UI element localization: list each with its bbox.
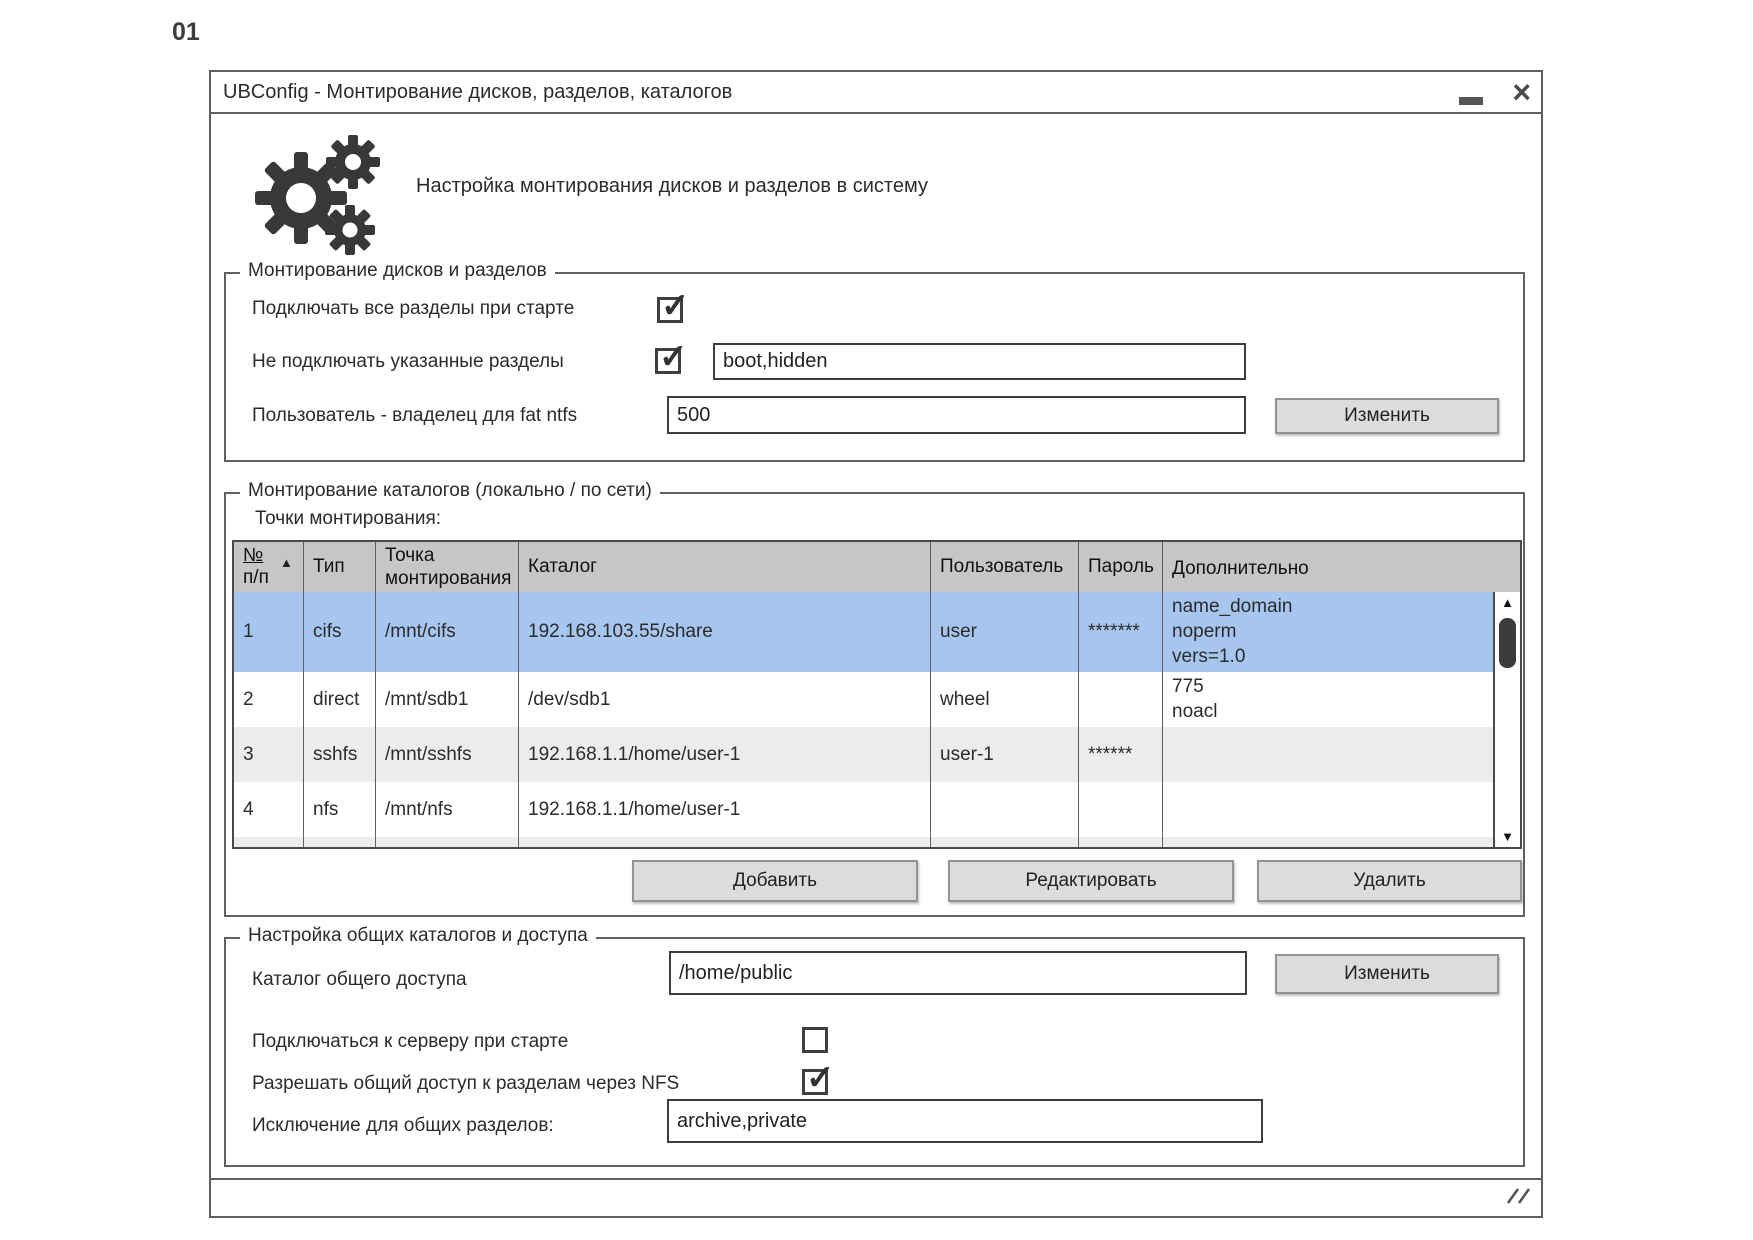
cell-num: 1 [234, 592, 304, 672]
cell-user [931, 782, 1079, 837]
cell-user: user [931, 592, 1079, 672]
group-disk-mounting-title: Монтирование дисков и разделов [240, 260, 555, 282]
cell-extra: 775 noacl [1172, 676, 1218, 722]
allow-nfs-checkbox[interactable] [802, 1069, 828, 1095]
close-icon[interactable]: × [1512, 74, 1531, 110]
cell-type: sshfs [304, 727, 376, 782]
connect-on-start-label: Подключаться к серверу при старте [252, 1031, 569, 1052]
minimize-icon[interactable] [1459, 97, 1483, 105]
edit-button[interactable]: Редактировать [948, 860, 1234, 902]
change-share-dir-button[interactable]: Изменить [1275, 954, 1499, 994]
cell-mount-point: /mnt/cifs [376, 592, 519, 672]
scroll-up-icon[interactable]: ▲ [1501, 595, 1514, 610]
allow-nfs-label: Разрешать общий доступ к разделам через NFS [252, 1073, 680, 1094]
table-header-row [234, 542, 1520, 592]
mount-points-table [232, 540, 1522, 849]
cell-mount-point: /mnt/nfs [376, 782, 519, 837]
window-title: UBConfig - Монтирование дисков, разделов, каталогов [223, 81, 733, 103]
delete-button[interactable]: Удалить [1257, 860, 1522, 902]
column-header-extra[interactable]: Дополнительно [1172, 557, 1309, 579]
cell-extra: name_domain noperm vers=1.0 [1172, 596, 1293, 667]
column-header-num[interactable]: № п/п ▲ [234, 542, 304, 592]
table-row[interactable] [234, 782, 1495, 837]
cell-num: 3 [234, 727, 304, 782]
sort-ascending-icon: ▲ [280, 555, 293, 570]
scroll-down-icon[interactable]: ▼ [1501, 829, 1514, 844]
group-shared-access [224, 925, 1525, 1167]
cell-extra [1163, 727, 1495, 782]
add-button[interactable]: Добавить [632, 860, 918, 902]
column-header-password[interactable]: Пароль [1079, 542, 1163, 592]
cell-password [1079, 672, 1163, 727]
column-header-directory[interactable]: Каталог [519, 542, 931, 592]
cell-password: ******* [1079, 592, 1163, 672]
share-dir-input[interactable] [669, 951, 1247, 995]
column-header-mount-point[interactable]: Точка монтирования [376, 542, 519, 592]
table-row[interactable] [234, 672, 1495, 727]
table-row[interactable] [234, 592, 1495, 672]
cell-num: 4 [234, 782, 304, 837]
change-owner-button[interactable]: Изменить [1275, 398, 1499, 434]
group-directory-mounting [224, 480, 1525, 917]
cell-type: nfs [304, 782, 376, 837]
cell-extra [1163, 782, 1495, 837]
exclude-partitions-input[interactable] [713, 343, 1246, 380]
table-body [234, 592, 1495, 847]
group-directory-mounting-title: Монтирование каталогов (локально / по сети) [240, 480, 660, 502]
fat-ntfs-owner-label: Пользователь - владелец для fat ntfs [252, 405, 578, 426]
column-header-type[interactable]: Тип [304, 542, 376, 592]
cell-mount-point: /mnt/sdb1 [376, 672, 519, 727]
app-subtitle: Настройка монтирования дисков и разделов в систему [416, 175, 928, 197]
group-disk-mounting [224, 260, 1525, 462]
table-row[interactable] [234, 727, 1495, 782]
connect-on-start-checkbox[interactable] [802, 1027, 828, 1053]
resize-grip-icon[interactable] [1505, 1184, 1533, 1211]
cell-directory: /dev/sdb1 [519, 672, 931, 727]
scrollbar-thumb[interactable] [1499, 618, 1516, 668]
gears-icon [249, 128, 387, 265]
cell-mount-point: /mnt/sshfs [376, 727, 519, 782]
cell-password [1079, 782, 1163, 837]
share-exclusions-input[interactable] [667, 1099, 1263, 1143]
table-row-partial [234, 837, 1495, 849]
cell-user: wheel [931, 672, 1079, 727]
cell-directory: 192.168.1.1/home/user-1 [519, 782, 931, 837]
fat-ntfs-owner-input[interactable] [667, 396, 1246, 434]
app-window [209, 70, 1543, 1218]
cell-directory: 192.168.103.55/share [519, 592, 931, 672]
cell-user: user-1 [931, 727, 1079, 782]
exclude-partitions-label: Не подключать указанные разделы [252, 351, 564, 372]
cell-password: ****** [1079, 727, 1163, 782]
page-number-label: 01 [172, 18, 200, 46]
exclude-partitions-checkbox[interactable] [655, 348, 681, 374]
mount-all-label: Подключать все разделы при старте [252, 298, 575, 319]
cell-type: cifs [304, 592, 376, 672]
cell-num: 2 [234, 672, 304, 727]
cell-directory: 192.168.1.1/home/user-1 [519, 727, 931, 782]
cell-type: direct [304, 672, 376, 727]
mount-points-label: Точки монтирования: [255, 508, 442, 529]
statusbar [211, 1178, 1541, 1216]
share-exclusions-label: Исключение для общих разделов: [252, 1115, 554, 1136]
group-shared-access-title: Настройка общих каталогов и доступа [240, 925, 596, 947]
column-header-user[interactable]: Пользователь [931, 542, 1079, 592]
titlebar[interactable] [211, 72, 1541, 114]
mount-all-checkbox[interactable] [657, 297, 683, 323]
share-dir-label: Каталог общего доступа [252, 969, 467, 990]
vertical-scrollbar[interactable] [1493, 592, 1520, 847]
